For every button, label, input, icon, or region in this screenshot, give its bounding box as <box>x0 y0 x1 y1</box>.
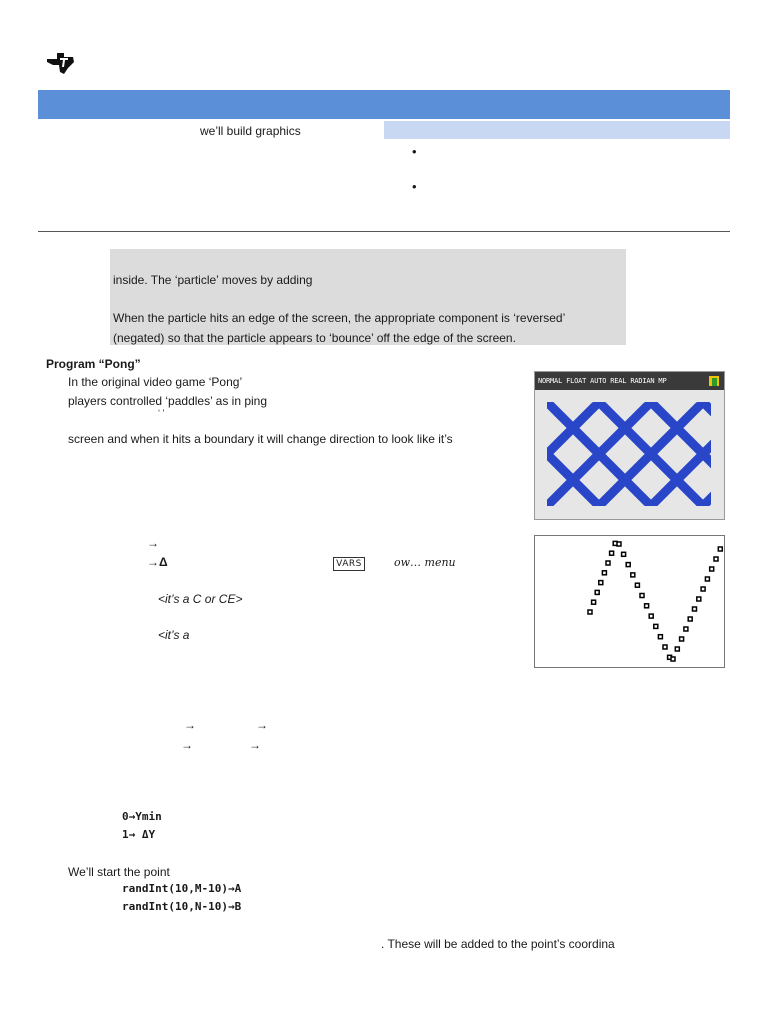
lattice-trail-up <box>651 402 711 506</box>
bounce-point <box>610 551 614 555</box>
lattice-trail-down <box>547 402 599 506</box>
bounce-point <box>680 637 684 641</box>
info-line-1: inside. The ‘particle’ moves by adding <box>113 273 313 287</box>
note-c-or-ce: <it’s a C or CE> <box>158 592 243 606</box>
bounce-point <box>602 571 606 575</box>
calculator-status-bar: NORMAL FLOAT AUTO REAL RADIAN MP <box>535 372 724 390</box>
arrow-row1-a: → <box>184 718 196 732</box>
bounce-point <box>705 577 709 581</box>
para-line-1: In the original video game ‘Pong’ <box>68 375 243 389</box>
arrow-delta-line: →Δ <box>147 555 168 569</box>
bounce-point <box>701 587 705 591</box>
bounce-point <box>718 547 722 551</box>
code-ymin: 0→Ymin <box>122 810 162 823</box>
bounce-point <box>617 542 621 546</box>
para-line-4: screen and when it hits a boundary it will change direction to look like it’s <box>68 432 453 446</box>
para-quote-marks: ‘ ’ <box>158 408 165 418</box>
bounce-point <box>675 647 679 651</box>
objectives-band <box>384 121 730 139</box>
start-point-text: We’ll start the point <box>68 865 170 879</box>
lattice-plot <box>547 402 711 506</box>
info-line-2: When the particle hits an edge of the screen, the appropriate component is ‘reversed’ <box>113 311 566 325</box>
bounce-point <box>658 635 662 639</box>
calculator-screenshot-lattice <box>534 371 725 520</box>
bounce-point <box>635 583 639 587</box>
bounce-point <box>631 573 635 577</box>
intro-fragment: we’ll build graphics <box>200 124 301 138</box>
texas-instruments-logo <box>44 50 76 76</box>
info-line-3: (negated) so that the particle appears to ‘bounce’ off the edge of the screen. <box>113 331 516 345</box>
code-randint-a: randInt(10,M-10)→A <box>122 882 242 895</box>
bounce-point <box>595 590 599 594</box>
divider-line <box>38 231 730 232</box>
para-line-2: players controlled ‘paddles’ as in ping <box>68 394 268 408</box>
bullet-2: • <box>412 179 417 194</box>
bounce-point <box>645 604 649 608</box>
bounce-point <box>599 581 603 585</box>
bounce-point <box>684 627 688 631</box>
code-randint-b: randInt(10,N-10)→B <box>122 900 242 913</box>
bounce-plot <box>535 536 724 667</box>
section-title: Program “Pong” <box>46 357 141 371</box>
bounce-point <box>622 552 626 556</box>
bounce-point <box>693 607 697 611</box>
bullet-1: • <box>412 144 417 159</box>
battery-icon <box>708 375 720 387</box>
code-delta-y: 1→ ΔY <box>122 828 156 841</box>
bounce-point <box>626 563 630 567</box>
calculator-screenshot-bounce <box>534 535 725 668</box>
arrow-row2-b: → <box>249 738 261 752</box>
bounce-point <box>663 645 667 649</box>
footer-fragment: . These will be added to the point’s coordina <box>381 937 615 951</box>
note-its-a: <it’s a <box>158 628 190 642</box>
vars-key-icon: VARS <box>333 557 365 571</box>
menu-note: ow… menu <box>394 556 456 569</box>
bounce-point <box>588 610 592 614</box>
bounce-point <box>606 561 610 565</box>
lattice-trail-up <box>547 402 599 506</box>
arrow-row1-b: → <box>256 718 268 732</box>
bounce-point <box>697 597 701 601</box>
arrow-line-1: → <box>147 536 159 550</box>
bounce-point <box>649 614 653 618</box>
bounce-point <box>654 624 658 628</box>
bounce-point <box>592 600 596 604</box>
bounce-point <box>688 617 692 621</box>
arrow-row2-a: → <box>181 738 193 752</box>
bounce-point <box>640 594 644 598</box>
header-title-band <box>38 90 730 119</box>
bounce-point <box>710 567 714 571</box>
bounce-point <box>671 657 675 661</box>
bounce-point <box>714 557 718 561</box>
